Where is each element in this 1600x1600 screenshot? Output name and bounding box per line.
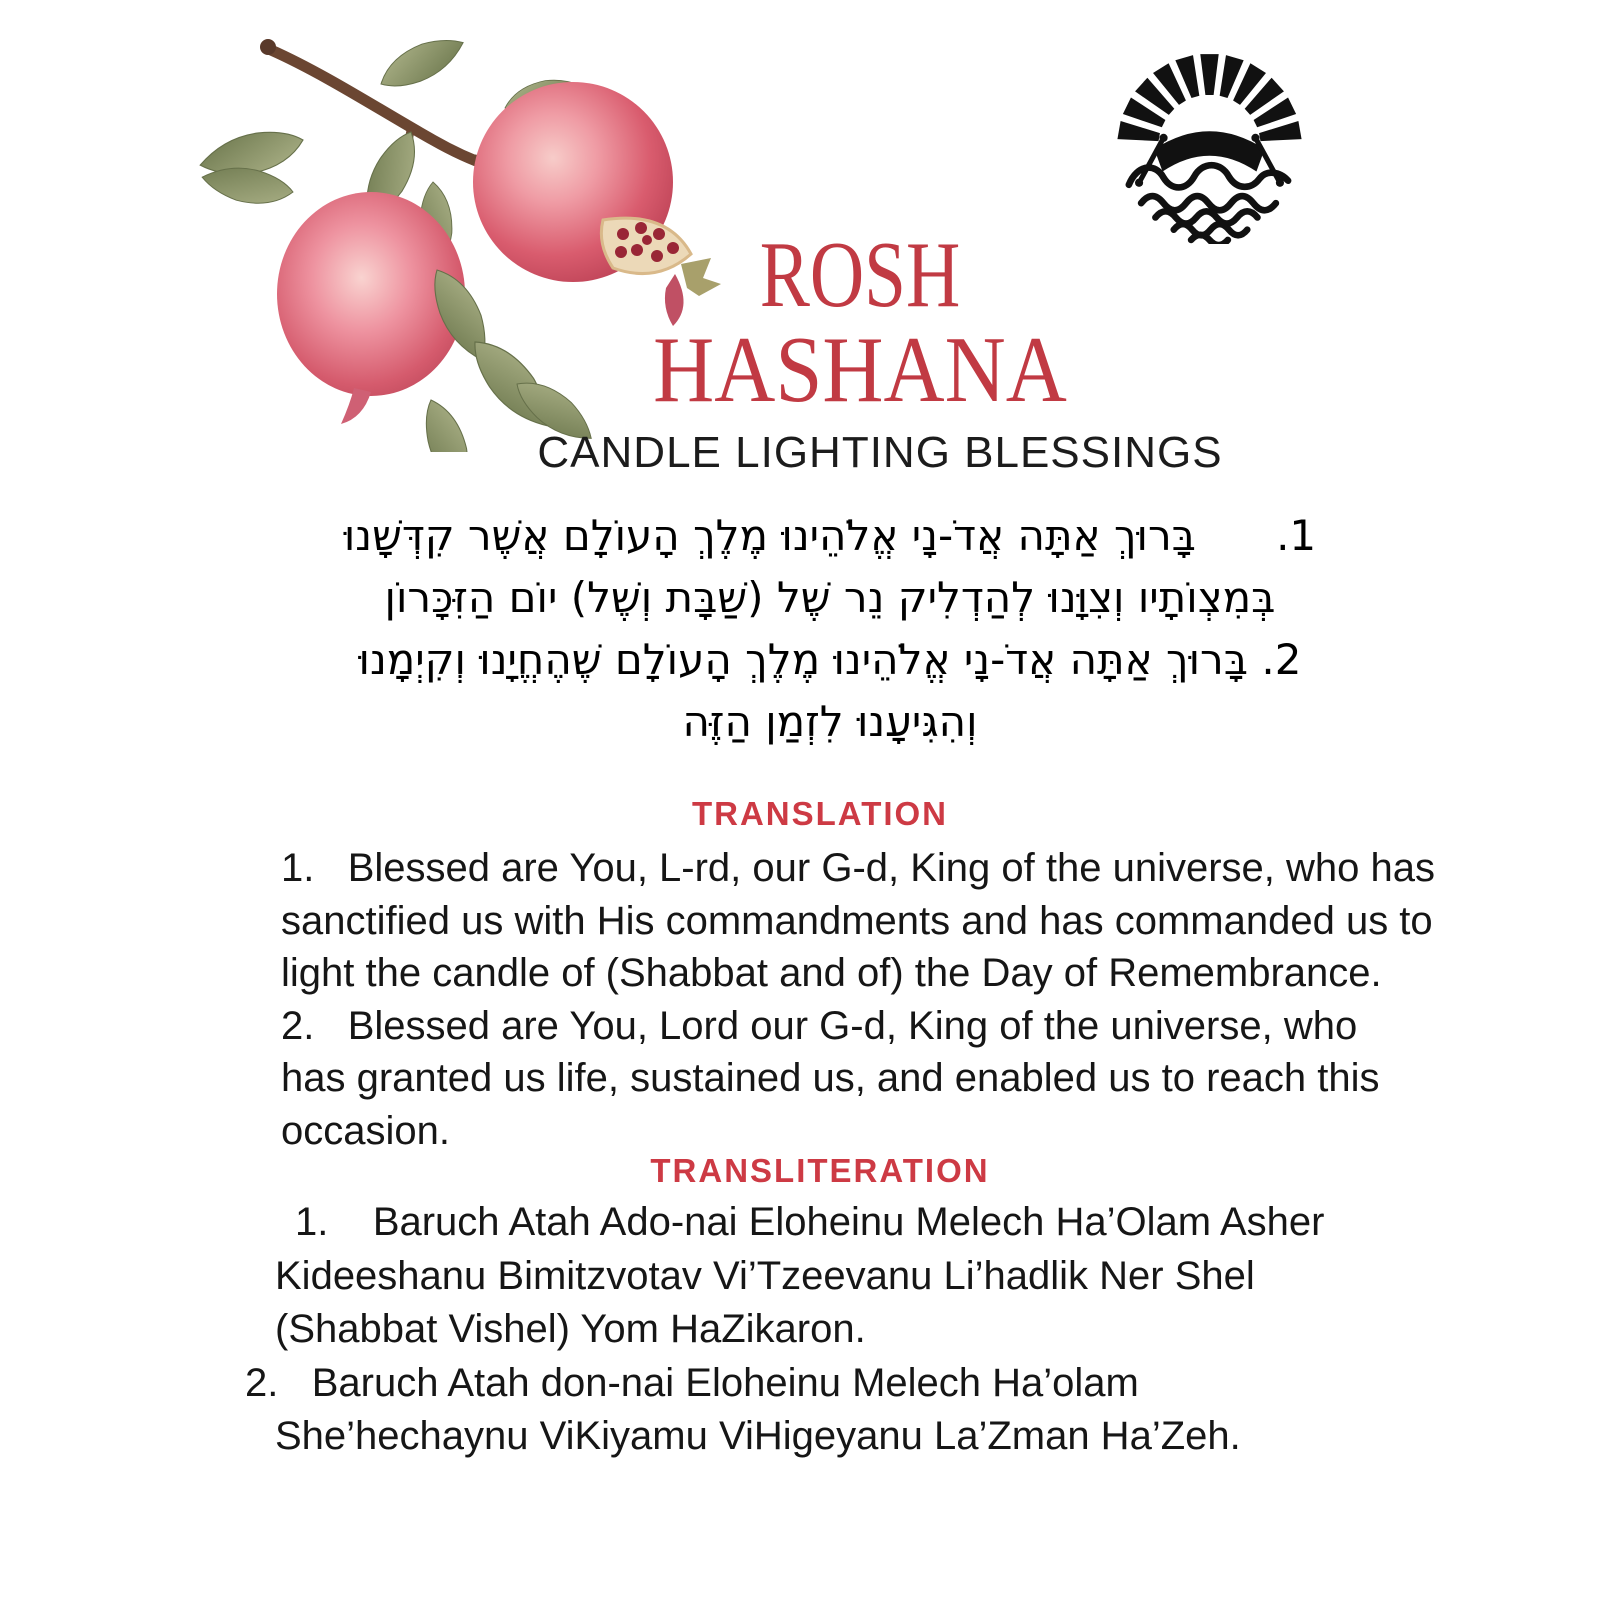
page-title-line2: HASHANA [653,318,1067,422]
organization-logo [1092,48,1327,244]
page-subtitle: CANDLE LIGHTING BLESSINGS [537,428,1223,477]
hebrew-blessing-item-1 [200,505,1460,629]
text-line: has granted us life, sustained us, and enabled us to reach this [281,1056,1380,1100]
translation-heading: TRANSLATION [691,795,949,832]
transliteration-item-2 [245,1357,1485,1464]
text-line: She’hechaynu ViKiyamu ViHigeyanu La’Zman Ha’Zeh. [275,1414,1241,1458]
hebrew-blessings-section [200,505,1460,753]
text-line: 1. בָּרוּךְ אַתָּה אֲדֹ-נָי אֱלֹהֵינוּ מֶלֶךְ הָעוֹלָם אֲשֶׁר קִדְּשָׁנוּ [343,511,1317,560]
pomegranate-left [277,192,465,424]
text-line: light the candle of (Shabbat and of) the Day of Remembrance. [281,951,1382,995]
sun-torah-waves-logo-svg [1092,48,1327,244]
text-line: Kideeshanu Bimitzvotav Vi’Tzeevanu Li’hadlik Ner Shel [275,1253,1255,1298]
text-line: (Shabbat Vishel) Yom HaZikaron. [275,1307,866,1351]
text-line: 1. Blessed are You, L-rd, our G-d, King of the universe, who has [281,846,1436,890]
hebrew-blessing-item-2 [200,629,1460,753]
text-line: sanctified us with His commandments and has commanded us to [281,898,1433,943]
text-line: 2. בָּרוּךְ אַתָּה אֲדֹ-נָי אֱלֹהֵינוּ מֶלֶךְ הָעוֹלָם שֶׁהֶחֱיָנוּ וְקִיְמָנוּ [358,635,1302,684]
text-line: בְּמִצְוֹתָיו וְצִוָּנוּ לְהַדְלִיק נֵר שֶׁל (שַׁבָּת וְשֶׁל) יוֹם הַזִּכָּרוֹן [384,573,1276,622]
translation-item-2 [281,1000,1491,1158]
text-line: 2. Blessed are You, Lord our G-d, King of the universe, who [281,1003,1358,1048]
transliteration-heading: TRANSLITERATION [650,1152,990,1189]
transliteration-section [245,1196,1485,1464]
translation-item-1 [281,842,1491,1000]
text-line: 1. Baruch Atah Ado-nai Eloheinu Melech Ha’Olam Asher [295,1200,1325,1244]
text-line: וְהִגִּיעָנוּ לִזְמַן הַזֶּה [682,697,978,746]
translation-section [281,842,1491,1157]
text-line: occasion. [281,1108,450,1153]
page-title-line1: ROSH [759,223,961,327]
text-line: 2. Baruch Atah don-nai Eloheinu Melech Ha’olam [245,1360,1139,1405]
transliteration-item-1 [245,1196,1485,1357]
page-title [460,223,1260,422]
